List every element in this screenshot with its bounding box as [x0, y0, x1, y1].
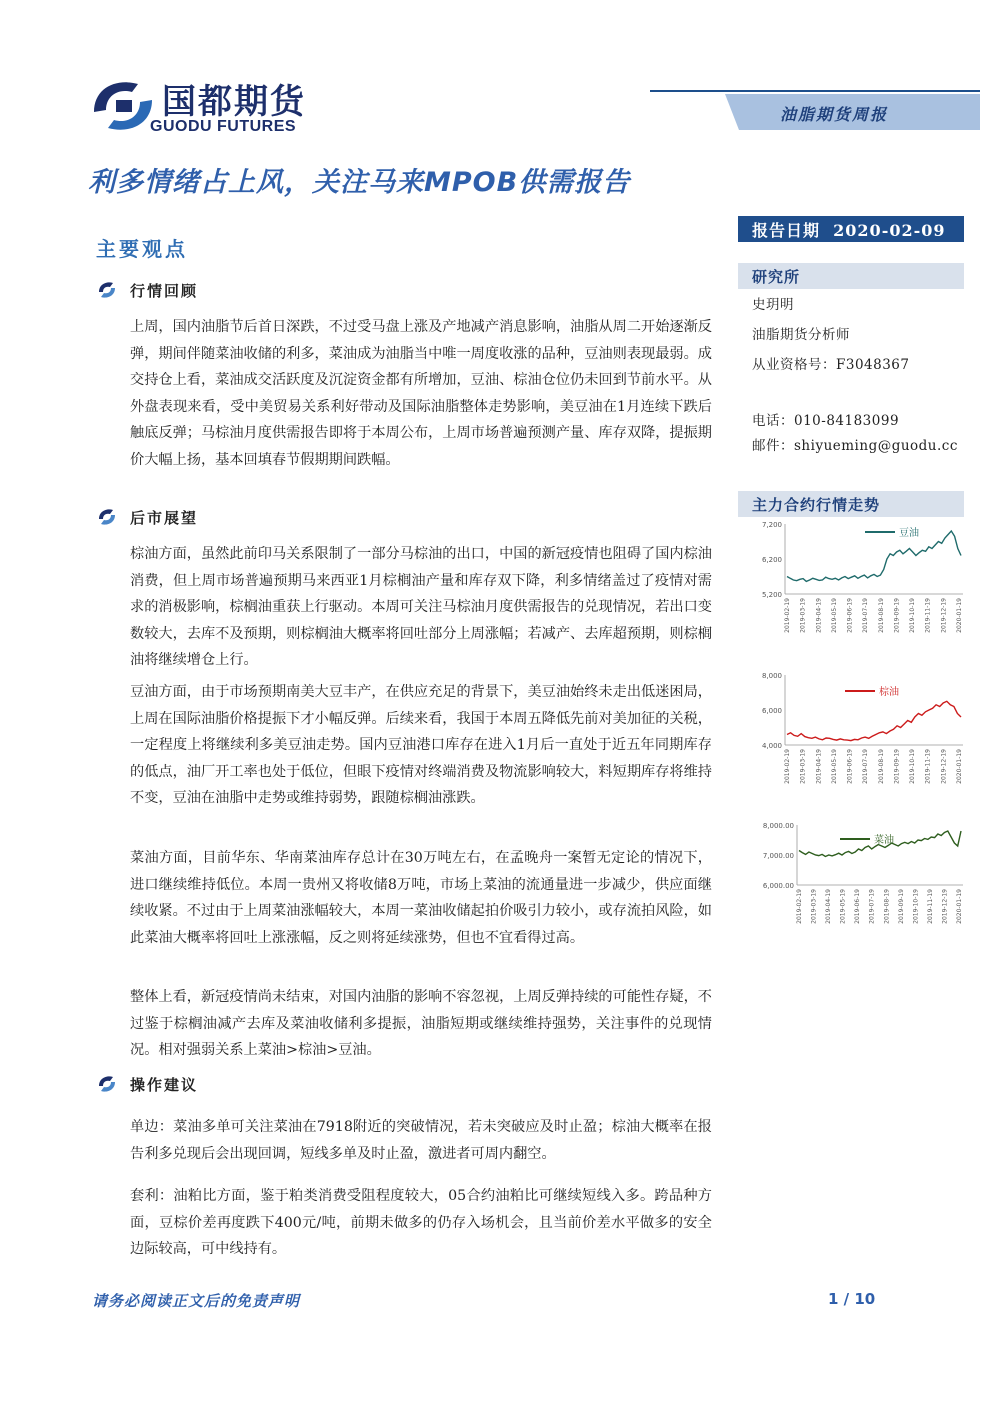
- x-tick-label: 2019-11-19: [924, 598, 932, 633]
- y-tick-label: 6,000: [761, 707, 782, 715]
- subsection-heading: 行情回顾: [130, 281, 199, 300]
- x-tick-label: 2019-12-19: [941, 889, 949, 924]
- soybean-oil-chart: [745, 518, 975, 648]
- x-tick-label: 2019-03-19: [810, 889, 818, 924]
- x-tick-label: 2019-09-19: [897, 889, 905, 924]
- subsection-market-review: [96, 279, 198, 301]
- x-tick-label: 2019-09-19: [893, 749, 901, 784]
- analyst-title: 油脂期货分析师: [752, 327, 850, 343]
- footer-disclaimer[interactable]: 请务必阅读正文后的免责声明: [92, 1292, 301, 1310]
- paragraph-overall: 整体上看，新冠疫情尚未结束，对国内油脂的影响不容忽视，上周反弹持续的可能性存疑，不过鉴于棕榈油减产去库及菜油收储利多提振，油脂短期或继续维持强势，关注事件的兑现情况。相对强弱关系上菜油>棕油>豆油。: [130, 989, 712, 1059]
- paragraph-single-side: 单边：菜油多单可关注菜油在7918附近的突破情况，若未突破应及时止盈；棕油大概率在报告利多兑现后会出现回调，短线多单及时止盈，激进者可周内翻空。: [130, 1119, 712, 1162]
- y-tick-label: 8,000: [761, 672, 782, 680]
- x-tick-label: 2019-05-19: [839, 889, 847, 924]
- logo-english-name: GUODU FUTURES: [150, 118, 297, 135]
- subsection-heading: 操作建议: [130, 1075, 199, 1094]
- x-tick-label: 2019-06-19: [846, 749, 854, 784]
- x-tick-label: 2019-03-19: [799, 598, 807, 633]
- x-tick-label: 2020-01-19: [956, 889, 963, 924]
- subsection-suggestions: [96, 1073, 198, 1095]
- legend-label: 棕油: [879, 687, 899, 698]
- x-tick-label: 2019-11-19: [924, 749, 932, 784]
- x-tick-label: 2019-05-19: [830, 749, 838, 784]
- legend-label: 豆油: [899, 528, 919, 539]
- rapeseed-oil-chart: [745, 815, 975, 940]
- x-tick-label: 2019-11-19: [926, 889, 934, 924]
- paragraph-market-review: 上周，国内油脂节后首日深跌，不过受马盘上涨及产地减产消息影响，油脂从周二开始逐渐反弹，期间伴随菜油收储的利多，菜油成为油脂当中唯一周度收涨的品种，豆油则表现最弱。成交持仓上看，菜油成交活跃度及沉淀资金都有所增加，豆油、棕油仓位仍未回到节前水平。从外盘表现来看，受中美贸易关系利好带动及国际油脂整体走势影响，美豆油在1月连续下跌后触底反弹；马棕油月度供需报告即将于本周公布，上周市场普遍预测产量、库存双降，提振期价大幅上扬，基本回填春节假期期间跌幅。: [130, 319, 712, 468]
- y-tick-label: 6,200: [761, 556, 782, 564]
- y-tick-label: 8,000.00: [762, 822, 794, 830]
- section-title-main-views: 主要观点: [96, 237, 188, 261]
- paragraph-arbitrage: 套利：油粕比方面，鉴于粕类消费受阻程度较大，05合约油粕比可继续短线入多。跨品种方面，豆棕价差再度跌下400元/吨，前期未做多的仍存入场机会，且当前价差水平做多的安全边际较高，可中线持有。: [130, 1188, 712, 1258]
- series-line: [787, 701, 961, 740]
- x-tick-label: 2019-02-19: [784, 598, 791, 633]
- x-tick-label: 2019-06-19: [846, 598, 854, 633]
- x-tick-label: 2019-12-19: [940, 749, 948, 784]
- legend-label: 菜油: [874, 835, 894, 846]
- x-tick-label: 2019-04-19: [815, 749, 823, 784]
- x-tick-label: 2019-07-19: [862, 598, 870, 633]
- x-tick-label: 2020-01-19: [956, 749, 963, 784]
- x-tick-label: 2019-10-19: [909, 749, 917, 784]
- report-date: [752, 218, 946, 241]
- research-dept-label: 研究所: [752, 268, 801, 286]
- page-number: 1 / 10: [828, 1290, 876, 1308]
- x-tick-label: 2019-10-19: [912, 889, 920, 924]
- x-tick-label: 2019-10-19: [909, 598, 917, 633]
- x-tick-label: 2019-02-19: [796, 889, 803, 924]
- guodu-logo-icon: [88, 76, 158, 136]
- swirl-bullet-icon: [96, 1073, 118, 1095]
- x-tick-label: 2019-07-19: [868, 889, 876, 924]
- report-date-value: 2020-02-09: [833, 221, 946, 240]
- x-tick-label: 2019-08-19: [883, 889, 891, 924]
- x-tick-label: 2020-01-19: [956, 598, 963, 633]
- paragraph-soybean-oil: 豆油方面，由于市场预期南美大豆丰产，在供应充足的背景下，美豆油始终未走出低迷困局，上周在国际油脂价格提振下才小幅反弹。后续来看，我国于本周五降低先前对美加征的关税，一定程度上将继续利多美豆油走势。国内豆油港口库存在进入1月后一直处于近五年同期库存的低点，油厂开工率也处于低位，但眼下疫情对终端消费及物流影响较大，料短期库存将维持不变，豆油在油脂中走势或维持弱势，跟随棕榈油涨跌。: [130, 684, 712, 807]
- analyst-name: 史玥明: [752, 297, 794, 313]
- x-tick-label: 2019-12-19: [940, 598, 948, 633]
- swirl-bullet-icon: [96, 279, 118, 301]
- x-tick-label: 2019-08-19: [877, 749, 885, 784]
- y-tick-label: 6,000.00: [762, 882, 794, 890]
- y-tick-label: 7,000.00: [762, 852, 794, 860]
- x-tick-label: 2019-06-19: [854, 889, 862, 924]
- y-tick-label: 7,200: [761, 521, 782, 529]
- x-tick-label: 2019-02-19: [784, 749, 791, 784]
- subsection-heading: 后市展望: [130, 508, 199, 527]
- paragraph-palm-oil: 棕油方面，虽然此前印马关系限制了一部分马棕油的出口，中国的新冠疫情也阻碍了国内棕油消费，但上周市场普遍预期马来西亚1月棕榈油产量和库存双下降，利多情绪盖过了疫情对需求的消极影响，棕榈油重获上行驱动。本周可关注马棕油月度供需报告的兑现情况，若出口变数较大，去库不及预期，则棕榈油大概率将回吐部分上周涨幅；若减产、去库超预期，则棕榈油将继续增仓上行。: [130, 546, 712, 669]
- swirl-bullet-icon: [96, 506, 118, 528]
- analyst-license: 从业资格号：F3048367: [752, 357, 910, 373]
- x-tick-label: 2019-04-19: [825, 889, 833, 924]
- x-tick-label: 2019-09-19: [893, 598, 901, 633]
- x-tick-label: 2019-07-19: [862, 749, 870, 784]
- paragraph-rapeseed-oil: 菜油方面，目前华东、华南菜油库存总计在30万吨左右，在孟晚舟一案暂无定论的情况下，进口继续维持低位。本周一贵州又将收储8万吨，市场上菜油的流通量进一步减少，供应面继续收紧。不过由于上周菜油涨幅较大，本周一菜油收储起拍价吸引力较小，或存流拍风险，如此菜油大概率将回吐上涨涨幅，反之则将延续涨势，但也不宜看得过高。: [130, 850, 712, 946]
- series-line: [787, 531, 961, 581]
- y-tick-label: 5,200: [761, 591, 782, 599]
- analyst-email: 邮件：shiyueming@guodu.cc: [752, 438, 958, 454]
- analyst-phone: 电话：010-84183099: [752, 413, 900, 429]
- chart-section-label: 主力合约行情走势: [752, 496, 881, 514]
- report-date-label: 报告日期: [752, 221, 821, 240]
- y-tick-label: 4,000: [761, 742, 782, 750]
- report-type-label: 油脂期货周报: [780, 105, 889, 124]
- x-tick-label: 2019-04-19: [815, 598, 823, 633]
- x-tick-label: 2019-03-19: [799, 749, 807, 784]
- header-divider: [650, 90, 980, 92]
- subsection-outlook: [96, 506, 198, 528]
- x-tick-label: 2019-05-19: [830, 598, 838, 633]
- logo-chinese-name: 国都期货: [162, 82, 306, 122]
- palm-oil-chart: [745, 665, 975, 805]
- x-tick-label: 2019-08-19: [877, 598, 885, 633]
- page-title: 利多情绪占上风，关注马来MPOB供需报告: [88, 167, 631, 198]
